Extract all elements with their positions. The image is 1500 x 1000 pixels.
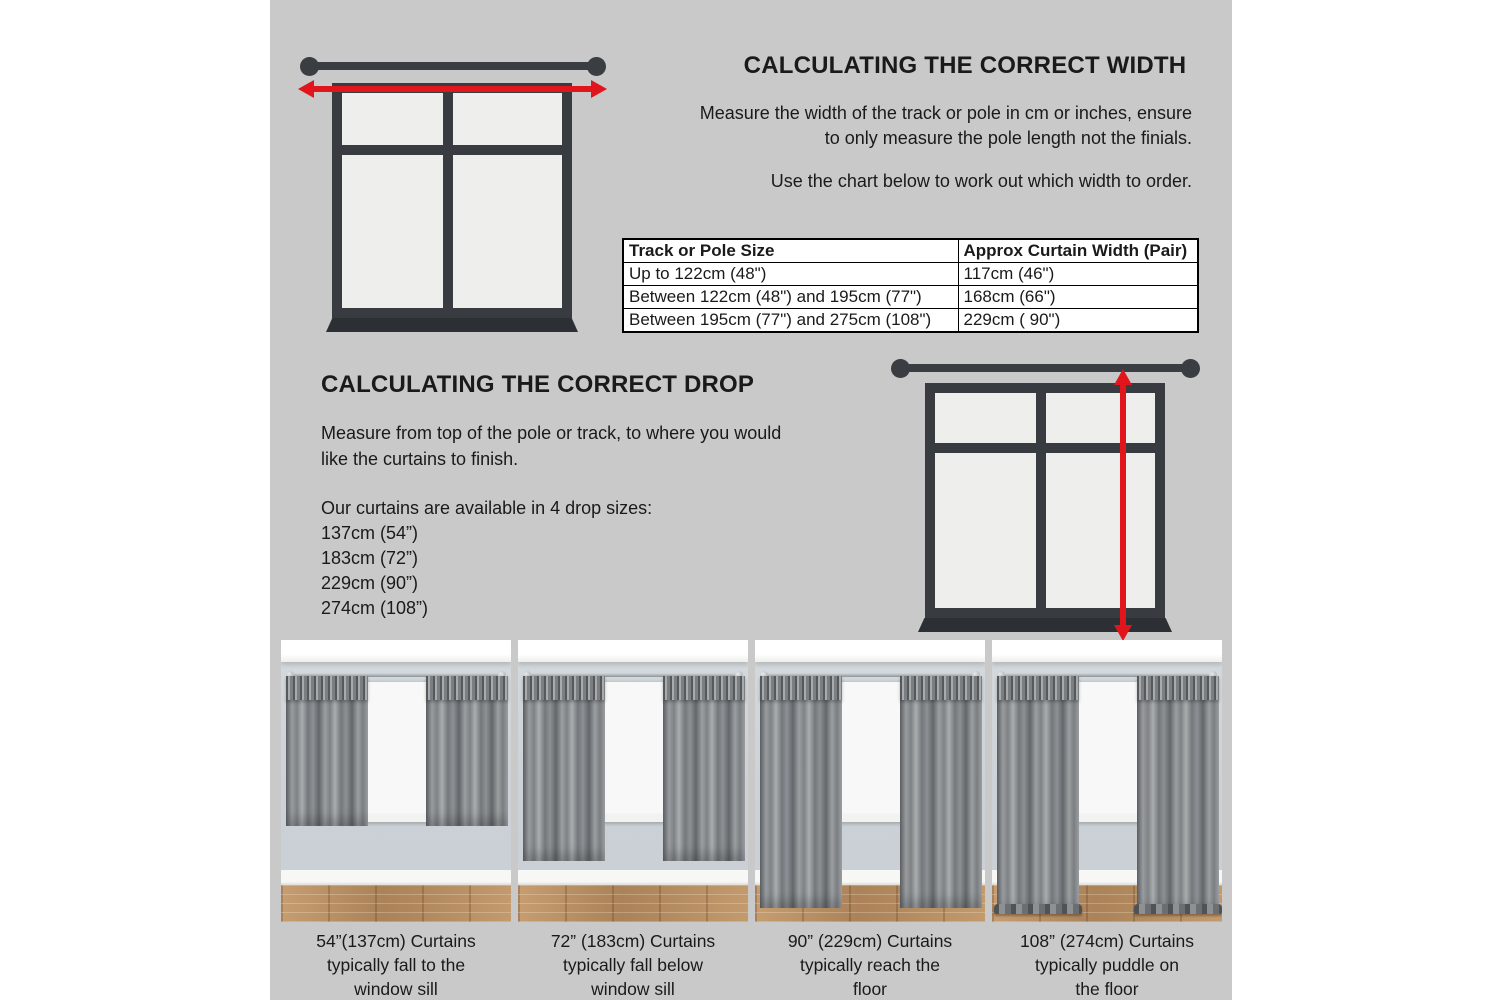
curtain-photo-108in [992, 640, 1222, 922]
caption-line: window sill [354, 979, 438, 999]
window-pane [453, 93, 562, 145]
baseboard [281, 870, 511, 885]
drop-size-item: 229cm (90”) [321, 573, 419, 593]
wood-floor [281, 885, 511, 922]
caption-line: floor [852, 979, 888, 999]
size-table-header-row [623, 239, 1198, 263]
drop-section-title: CALCULATING THE CORRECT DROP [321, 371, 755, 398]
curtain-pole-graphic [309, 62, 597, 70]
curtain-photo-72in [518, 640, 748, 922]
measure-width-arrow-icon [298, 80, 607, 98]
curtain-panel-left [286, 676, 368, 826]
window-pane [935, 393, 1036, 443]
caption-line: typically reach the [799, 955, 941, 975]
curtain-width-cell: 117cm (46") [958, 263, 1198, 286]
size-table-header: Approx Curtain Width (Pair) [958, 239, 1198, 263]
measure-drop-arrow-icon [1114, 369, 1132, 641]
curtain-pole-graphic [900, 364, 1190, 372]
size-table [622, 238, 1199, 333]
caption-108in [992, 929, 1222, 1000]
curtain-panel-left [997, 676, 1079, 914]
drop-size-item: 137cm (54”) [321, 523, 419, 543]
drop-section-intro [321, 420, 881, 472]
curtain-panel-right [426, 676, 508, 826]
caption-54in [281, 929, 511, 1000]
drop-sizes-list [321, 496, 881, 621]
caption-90in [755, 929, 985, 1000]
drop-size-item: 274cm (108”) [321, 598, 429, 618]
pole-size-cell: Between 122cm (48") and 195cm (77") [623, 286, 958, 309]
window-pane [1046, 453, 1155, 608]
curtain-width-cell: 168cm (66") [958, 286, 1198, 309]
window-pane [342, 93, 443, 145]
caption-line: the floor [1075, 979, 1139, 999]
wood-floor [518, 885, 748, 922]
drop-size-item: 183cm (72”) [321, 548, 419, 568]
curtain-panel-right [900, 676, 982, 908]
width-section-title: CALCULATING THE CORRECT WIDTH [743, 52, 1187, 79]
size-table-row [623, 263, 1198, 286]
curtain-width-cell: 229cm ( 90") [958, 309, 1198, 333]
glazing-bar [631, 688, 636, 812]
window-sill-graphic [918, 618, 1172, 632]
curtain-panel-right [1137, 676, 1219, 914]
glazing-bar [1105, 688, 1110, 812]
infographic-panel [270, 0, 1232, 1000]
curtain-panel-left [523, 676, 605, 861]
caption-line: 108” (274cm) Curtains [1019, 931, 1195, 951]
ceiling [755, 640, 985, 662]
caption-line: typically fall to the [326, 955, 466, 975]
caption-line: 54”(137cm) Curtains [316, 931, 476, 951]
caption-72in [518, 929, 748, 1000]
drop-intro-line: like the curtains to finish. [321, 449, 519, 469]
curtain-photo-90in [755, 640, 985, 922]
size-table-row [623, 286, 1198, 309]
caption-line: typically fall below [562, 955, 704, 975]
window-sill-graphic [326, 318, 578, 332]
window-pane [453, 155, 562, 308]
window-graphic [332, 83, 572, 318]
width-chart-note: Use the chart below to work out which width to order. [770, 171, 1192, 191]
window-pane [935, 453, 1036, 608]
glazing-bar [394, 688, 399, 812]
size-table-header: Track or Pole Size [623, 239, 958, 263]
glazing-bar [868, 688, 873, 812]
size-table-row [623, 309, 1198, 333]
width-intro-line: to only measure the pole length not the finials. [824, 128, 1192, 148]
caption-line: typically puddle on [1035, 955, 1179, 975]
width-intro-line: Measure the width of the track or pole in cm or inches, ensure [699, 103, 1192, 123]
ceiling [281, 640, 511, 662]
window-pane [1046, 393, 1155, 443]
pole-size-cell: Up to 122cm (48") [623, 263, 958, 286]
ceiling [992, 640, 1222, 662]
drop-sizes-intro: Our curtains are available in 4 drop sizes: [321, 498, 653, 518]
caption-line: 90” (229cm) Curtains [787, 931, 953, 951]
drop-intro-line: Measure from top of the pole or track, to where you would [321, 423, 782, 443]
width-section-intro [600, 101, 1192, 194]
baseboard [518, 870, 748, 885]
pole-size-cell: Between 195cm (77") and 275cm (108") [623, 309, 958, 333]
curtain-panel-left [760, 676, 842, 908]
curtain-photo-54in [281, 640, 511, 922]
ceiling [518, 640, 748, 662]
curtain-panel-right [663, 676, 745, 861]
caption-line: 72” (183cm) Curtains [550, 931, 716, 951]
window-pane [342, 155, 443, 308]
caption-line: window sill [591, 979, 675, 999]
